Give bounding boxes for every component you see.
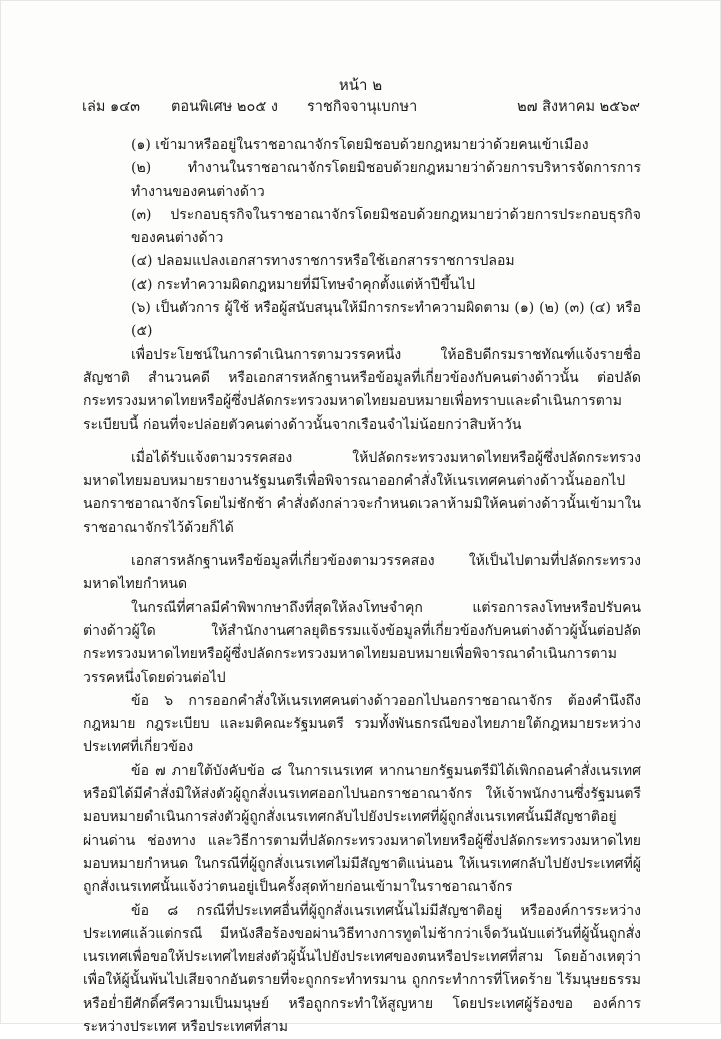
body-paragraph: (๔) ปลอมแปลงเอกสารทางราชการหรือใช้เอกสารราชการปลอม — [83, 250, 641, 273]
body-paragraph: เมื่อได้รับแจ้งตามวรรคสอง ให้ปลัดกระทรวงมหาดไทยหรือผู้ซึ่งปลัดกระทรวงมหาดไทยมอบหมายรายงานรัฐมนตรีเพื่อพิจารณาออกคำสั่งให้เนรเทศคนต่างด้าวนั้นออกไปนอกราชอาณาจักรโดยไม่ชักช้า คำสั่งดังกล่าวจะกำหนดเวลาห้ามมิให้คนต่างด้าวนั้นเข้ามาในราชอาณาจักรไว้ด้วยก็ได้ — [83, 447, 641, 540]
body-paragraph: (๒) ทำงานในราชอาณาจักรโดยมิชอบด้วยกฎหมายว่าด้วยการบริหารจัดการการทำงานของคนต่างด้าว — [83, 157, 641, 204]
body-paragraph: (๖) เป็นตัวการ ผู้ใช้ หรือผู้สนับสนุนให้มีการกระทำความผิดตาม (๑) (๒) (๓) (๔) หรือ (๕) — [83, 297, 641, 344]
document-body — [83, 134, 641, 1039]
body-paragraph: ในกรณีที่ศาลมีคำพิพากษาถึงที่สุดให้ลงโทษจำคุก แต่รอการลงโทษหรือปรับคนต่างด้าวผู้ใด ให้สำนักงานศาลยุติธรรมแจ้งข้อมูลที่เกี่ยวข้องกับคนต่างด้าวผู้นั้นต่อปลัดกระทรวงมหาดไทยหรือผู้ซึ่งปลัดกระทรวงมหาดไทยมอบหมายเพื่อพิจารณาดำเนินการตามวรรคหนึ่งโดยด่วนต่อไป — [83, 597, 641, 690]
body-paragraph: ข้อ ๖ การออกคำสั่งให้เนรเทศคนต่างด้าวออกไปนอกราชอาณาจักร ต้องคำนึงถึงกฎหมาย กฎระเบียบ และมติคณะรัฐมนตรี รวมทั้งพันธกรณีของไทยภายใต้กฎหมายระหว่างประเทศที่เกี่ยวข้อง — [83, 690, 641, 760]
body-paragraph: (๑) เข้ามาหรืออยู่ในราชอาณาจักรโดยมิชอบด้วยกฎหมายว่าด้วยคนเข้าเมือง — [83, 134, 641, 157]
gazette-header — [82, 96, 640, 118]
body-paragraph: (๓) ประกอบธุรกิจในราชอาณาจักรโดยมิชอบด้วยกฎหมายว่าด้วยการประกอบธุรกิจของคนต่างด้าว — [83, 204, 641, 251]
body-paragraph: ข้อ ๗ ภายใต้บังคับข้อ ๘ ในการเนรเทศ หากนายกรัฐมนตรีมิได้เพิกถอนคำสั่งเนรเทศหรือมิได้มีคำสั่งมิให้ส่งตัวผู้ถูกสั่งเนรเทศออกไปนอกราชอาณาจักร ให้เจ้าพนักงานซึ่งรัฐมนตรีมอบหมายดำเนินการส่งตัวผู้ถูกสั่งเนรเทศกลับไปยังประเทศที่ผู้ถูกสั่งเนรเทศนั้นมีสัญชาติอยู่ ผ่านด่าน ช่องทาง และวิธีการตามที่ปลัดกระทรวงมหาดไทยหรือผู้ซึ่งปลัดกระทรวงมหาดไทยมอบหมายกำหนด ในกรณีที่ผู้ถูกสั่งเนรเทศไม่มีสัญชาติแน่นอน ให้เนรเทศกลับไปยังประเทศที่ผู้ถูกสั่งเนรเทศนั้นแจ้งว่าตนอยู่เป็นครั้งสุดท้ายก่อนเข้ามาในราชอาณาจักร — [83, 760, 641, 900]
gazette-name: ราชกิจจานุเบกษา — [307, 96, 417, 118]
body-paragraph: ข้อ ๘ กรณีที่ประเทศอื่นที่ผู้ถูกสั่งเนรเทศนั้นไม่มีสัญชาติอยู่ หรือองค์การระหว่างประเทศแล้วแต่กรณี มีหนังสือร้องขอผ่านวิธีทางการทูตไม่ช้ากว่าเจ็ดวันนับแต่วันที่ผู้นั้นถูกสั่งเนรเทศเพื่อขอให้ประเทศไทยส่งตัวผู้นั้นไปยังประเทศของตนหรือประเทศที่สาม โดยอ้างเหตุว่าเพื่อให้ผู้นั้นพ้นไปเสียจากอันตรายที่จะถูกกระทำทรมาน ถูกกระทำการที่โหดร้าย ไร้มนุษยธรรม หรือย่ำยีศักดิ์ศรีความเป็นมนุษย์ หรือถูกกระทำให้สูญหาย โดยประเทศผู้ร้องขอ องค์การระหว่างประเทศ หรือประเทศที่สาม — [83, 900, 641, 1039]
page-number: หน้า ๒ — [0, 74, 721, 96]
publication-date: ๒๗ สิงหาคม ๒๕๖๙ — [517, 96, 640, 118]
body-paragraph: เพื่อประโยชน์ในการดำเนินการตามวรรคหนึ่ง ให้อธิบดีกรมราชทัณฑ์แจ้งรายชื่อ สัญชาติ สำนวนคดี หรือเอกสารหลักฐานหรือข้อมูลที่เกี่ยวข้องกับคนต่างด้าวนั้น ต่อปลัดกระทรวงมหาดไทยหรือผู้ซึ่งปลัดกระทรวงมหาดไทยมอบหมายเพื่อทราบและดำเนินการตามระเบียบนี้ ก่อนที่จะปล่อยตัวคนต่างด้าวนั้นจากเรือนจำไม่น้อยกว่าสิบห้าวัน — [83, 344, 641, 437]
issue-number: ตอนพิเศษ ๒๐๕ ง — [171, 96, 278, 118]
volume-number: เล่ม ๑๔๓ — [82, 96, 140, 118]
body-paragraph: (๕) กระทำความผิดกฎหมายที่มีโทษจำคุกตั้งแต่ห้าปีขึ้นไป — [83, 274, 641, 297]
body-paragraph: เอกสารหลักฐานหรือข้อมูลที่เกี่ยวข้องตามวรรคสอง ให้เป็นไปตามที่ปลัดกระทรวงมหาดไทยกำหนด — [83, 550, 641, 597]
